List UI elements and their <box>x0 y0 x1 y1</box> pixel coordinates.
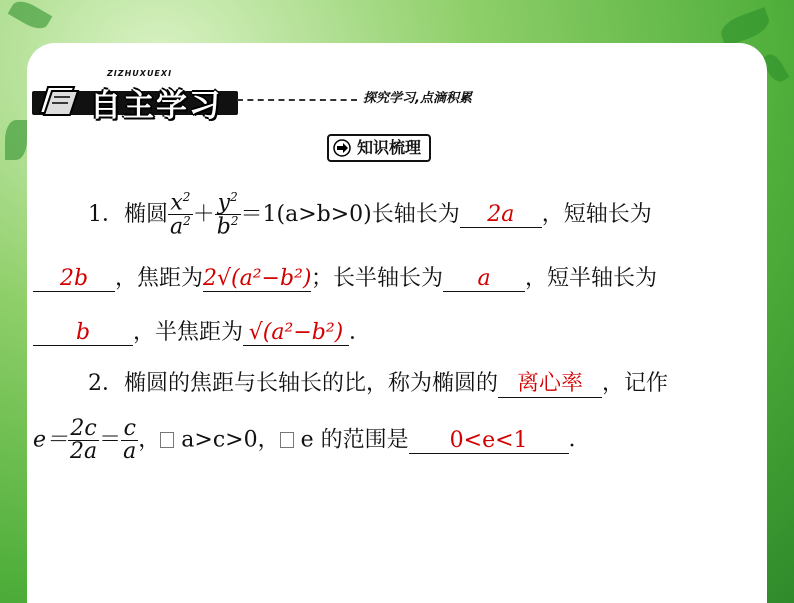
content-card <box>27 43 767 603</box>
q1-end: ． <box>349 320 372 345</box>
q1-line-3 <box>33 315 371 346</box>
header-subtitle: ZIZHUXUEXI <box>107 69 173 78</box>
placeholder-box <box>160 432 174 448</box>
q2-end: ． <box>568 427 591 453</box>
eccentricity-answer: 离心率 <box>498 366 602 398</box>
q2-comma: ， <box>138 427 161 453</box>
section-header <box>32 69 232 124</box>
q1-line-2 <box>33 261 657 292</box>
q2-condition: a>c>0， <box>174 427 280 453</box>
book-icon <box>34 83 84 119</box>
placeholder-box <box>280 432 294 448</box>
badge-label: 知识梳理 <box>357 138 422 157</box>
major-axis-label: 长轴长为 <box>371 201 460 227</box>
focal-answer: 2√(a²−b²) <box>203 266 312 291</box>
semi-focal-label: ，半焦距为 <box>133 320 244 345</box>
minor-axis-label: ，短轴长为 <box>541 201 652 227</box>
semi-minor-label: ，短半轴长为 <box>525 266 658 291</box>
q1-intro: 椭圆 <box>124 201 169 227</box>
section-tagline: 探究学习,点滴积累 <box>363 91 472 106</box>
semi-minor-answer: b <box>33 320 133 346</box>
semi-major-label: ；长半轴长为 <box>311 266 444 291</box>
arrow-right-icon <box>333 139 351 157</box>
fraction-c-a: $\frac{c}{a}$ <box>123 416 137 464</box>
e-definition: e＝ <box>33 427 69 453</box>
q2-equals: ＝ <box>99 427 122 453</box>
q2-number: 2． <box>88 371 124 396</box>
major-axis-answer: 2a <box>460 202 542 228</box>
leaf-decoration <box>8 0 53 34</box>
fraction-2c-2a: $\frac{2c}{2a}$ <box>70 416 98 464</box>
q2-after: ，记作 <box>602 371 669 396</box>
q1-plus: ＋ <box>192 201 215 227</box>
focal-label: ，焦距为 <box>115 266 204 291</box>
section-title: 自主学习 <box>90 88 222 124</box>
fraction-y: $\frac{y^2}{b^2}$ <box>216 190 239 240</box>
knowledge-badge <box>327 134 431 162</box>
minor-axis-answer: 2b <box>33 266 115 292</box>
q2-text: 椭圆的焦距与长轴长的比，称为椭圆的 <box>124 371 499 396</box>
q1-line-1 <box>88 191 652 239</box>
range-answer: 0<e<1 <box>409 428 569 454</box>
q1-number: 1． <box>88 201 124 227</box>
range-label: e 的范围是 <box>293 427 409 453</box>
dashed-divider <box>237 99 357 101</box>
q2-line-1 <box>88 366 668 398</box>
q2-line-2 <box>33 418 591 463</box>
semi-major-answer: a <box>443 266 525 292</box>
leaf-decoration <box>5 120 27 160</box>
leaf-decoration <box>717 7 772 47</box>
fraction-x: $\frac{x^2}{a^2}$ <box>170 190 191 240</box>
q1-equation: ＝1(a>b>0) <box>240 201 372 227</box>
semi-focal-answer: √(a²−b²) <box>243 320 349 346</box>
